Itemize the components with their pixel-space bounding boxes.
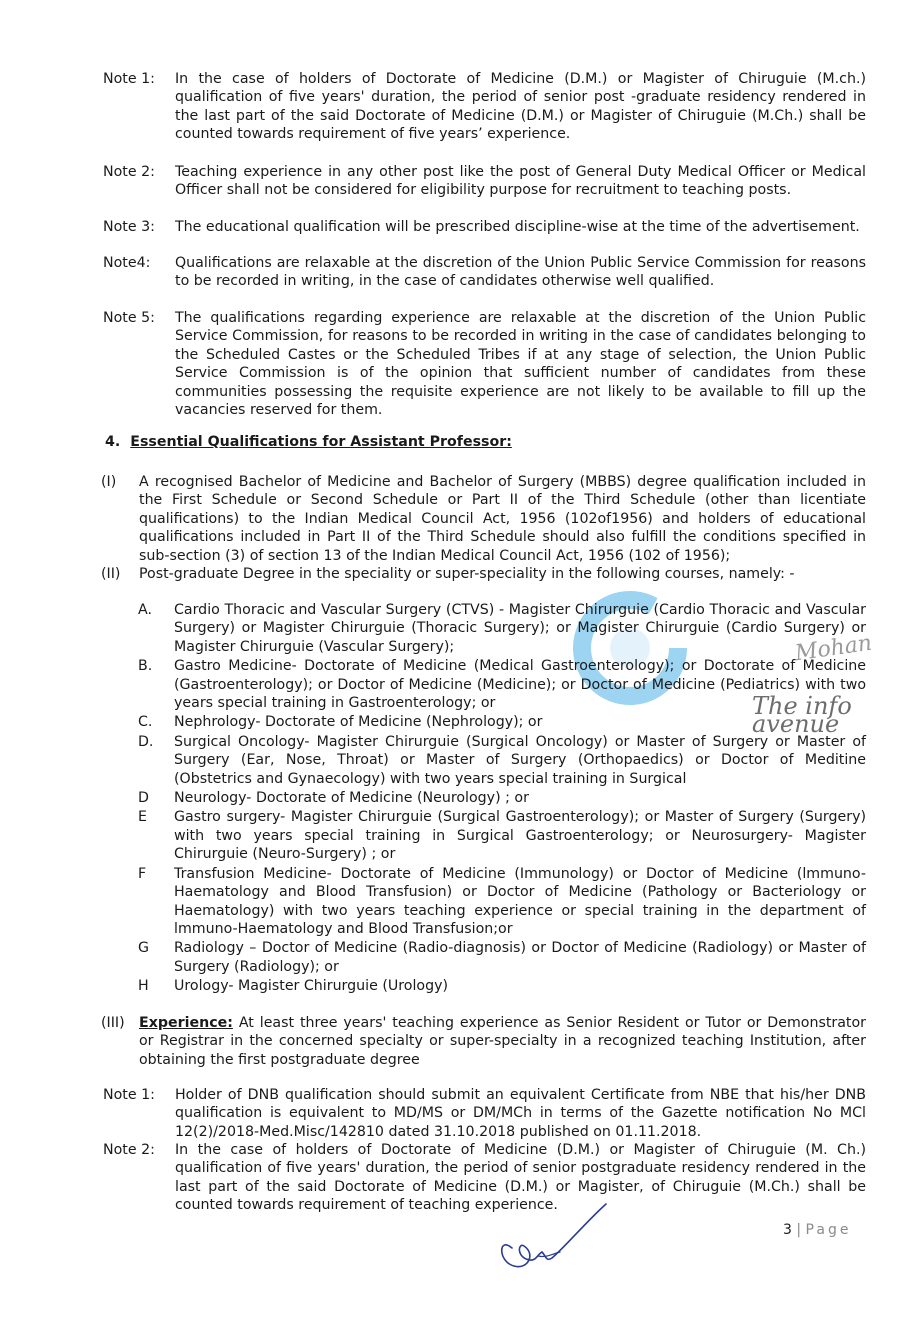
item-label: (II) <box>101 566 121 582</box>
list-item <box>136 939 866 976</box>
note-label: Note 1: <box>103 71 155 87</box>
course-text: Gastro surgery- Magister Chirurguie (Surgical Gastroenterology); or Master of Surgery (Surgery) with two years special training in Surgical Gastroenterology; or Neurosurgery- Magister Chirurguie (Neuro-Surgery) ; or <box>174 809 866 863</box>
course-label: F <box>138 865 147 882</box>
course-list <box>136 601 866 997</box>
note-top-4 <box>103 254 866 291</box>
list-item <box>136 977 866 995</box>
item-text <box>139 1014 866 1069</box>
note-bottom-1 <box>103 1086 866 1141</box>
note-top-1 <box>103 70 866 144</box>
course-text: Radiology – Doctor of Medicine (Radio-diagnosis) or Doctor of Medicine (Radiology) or Master of Surgery (Radiology); or <box>174 940 866 975</box>
course-text: Urology- Magister Chirurguie (Urology) <box>174 978 449 995</box>
page-number-separator: | <box>796 1222 802 1238</box>
list-item <box>136 808 866 863</box>
list-item <box>136 733 866 788</box>
experience-text: At least three years' teaching experience as Senior Resident or Tutor or Demonstrator or Registrar in the concerned specialty or super-specialty in a recognized teaching Institution, after obtaining the first postgraduate degree <box>139 1015 866 1068</box>
course-label: D <box>138 790 149 807</box>
experience-title: Experience: <box>139 1015 233 1031</box>
note-label: Note 5: <box>103 310 155 326</box>
watermark-name: Mohan <box>793 630 874 667</box>
list-item <box>136 789 866 807</box>
watermark-text: The info avenue <box>752 692 852 739</box>
course-label: A. <box>138 602 152 618</box>
note-text: In the case of holders of Doctorate of Medicine (D.M.) or Magister of Chiruguie (M. Ch.) qualification of five years' duration, the period of senior postgraduate residency rendered in the last part of the said Doctorate of Medicine (D.M.) or Magister, of Chiruguie (M.Ch.) shall be counted towards requirement of teaching experience. <box>175 1142 866 1214</box>
note-label: Note 2: <box>103 1142 155 1158</box>
item-label: (III) <box>101 1015 125 1031</box>
note-top-5 <box>103 309 866 419</box>
note-text: Holder of DNB qualification should submit an equivalent Certificate from NBE that his/her DNB qualification is equivalent to MD/MS or DM/MCh in terms of the Gazette notification No MCl 12(2)/2018-Med.Misc/142810 dated 31.10.2018 published on 01.11.2018. <box>175 1087 866 1140</box>
item-label: (I) <box>101 474 117 490</box>
signature-icon <box>490 1196 620 1286</box>
list-item <box>136 657 866 712</box>
item-text: Post-graduate Degree in the speciality or super-speciality in the following courses, namely: - <box>139 566 795 582</box>
page-number-word: Page <box>805 1222 852 1238</box>
section-number: 4. <box>105 434 121 450</box>
course-label: C. <box>138 714 153 731</box>
note-text: In the case of holders of Doctorate of Medicine (D.M.) or Magister of Chiruguie (M.ch.) qualification of five years' duration, the period of senior post -graduate residency rendered in the last part of the said Doctorate of Medicine (D.M.) or Magister of Chiruguie (M.Ch.) shall be counted towards requirement of five years’ experience. <box>175 71 866 143</box>
course-label: D. <box>138 733 154 750</box>
page-number <box>783 1221 851 1239</box>
item-ii <box>101 565 866 583</box>
note-label: Note 1: <box>103 1087 155 1103</box>
item-iii <box>101 1014 866 1069</box>
note-text: Qualifications are relaxable at the discretion of the Union Public Service Commission for reasons to be recorded in writing, in the case of candidates otherwise well qualified. <box>175 255 866 290</box>
note-top-3 <box>103 218 866 236</box>
item-text: A recognised Bachelor of Medicine and Bachelor of Surgery (MBBS) degree qualification included in the First Schedule or Second Schedule or Part II of the Third Schedule (other than licentiate qualifications) to the Indian Medical Council Act, 1956 (102of1956) and holders of educational qualifications included in Part II of the Third Schedule should also fulfill the conditions specified in sub-section (3) of section 13 of the Indian Medical Council Act, 1956 (102 of 1956); <box>139 474 866 564</box>
note-label: Note 2: <box>103 164 155 180</box>
course-text: Transfusion Medicine- Doctorate of Medicine (Immunology) or Doctor of Medicine (lmmuno-Haematology and Blood Transfusion) or Doctor of Medicine (Pathology or Bacteriology or Haematology) with two years teaching experience or special training in the department of lmmuno-Haematology and Blood Transfusion;or <box>174 865 866 937</box>
course-text: Surgical Oncology- Magister Chirurguie (Surgical Oncology) or Master of Surgery or Master of Surgery (Ear, Nose, Throat) or Master of Surgery (Orthopaedics) or Doctor of Meditine (Obstetrics and Gynaecology) with two years special training in Surgical <box>174 733 866 787</box>
course-label: B. <box>138 658 153 675</box>
course-text: Cardio Thoracic and Vascular Surgery (CTVS) - Magister Chirurguie (Cardio Thoracic and Vascular Surgery) or Magister Chirurguie (Thoracic Surgery); or Magister Chirurguie (Cardio Surgery) or Magister Chirurguie (Vascular Surgery); <box>174 602 866 655</box>
section-heading <box>105 433 512 451</box>
note-text: The educational qualification will be prescribed discipline-wise at the time of the advertisement. <box>175 219 860 235</box>
list-item <box>136 601 866 656</box>
note-text: Teaching experience in any other post like the post of General Duty Medical Officer or Medical Officer shall not be considered for eligibility purpose for recruitment to teaching posts. <box>175 164 866 199</box>
course-label: H <box>138 978 149 995</box>
page-number-value: 3 <box>783 1222 792 1238</box>
course-text: Gastro Medicine- Doctorate of Medicine (Medical Gastroenterology); or Doctorate of Medicine (Gastroenterology); or Doctor of Medicine (Medicine); or Doctor of Medicine (Pediatrics) with two years special training in Gastroenterology; or <box>174 658 866 712</box>
note-label: Note4: <box>103 255 151 271</box>
course-text: Neurology- Doctorate of Medicine (Neurology) ; or <box>174 790 529 807</box>
course-text: Nephrology- Doctorate of Medicine (Nephrology); or <box>174 714 543 731</box>
list-item <box>136 713 866 731</box>
note-text: The qualifications regarding experience are relaxable at the discretion of the Union Public Service Commission, for reasons to be recorded in writing in the case of candidates belonging to the Scheduled Castes or the Scheduled Tribes if at any stage of selection, the Union Public Service Commission is of the opinion that sufficient number of candidates from these communities possessing the requisite experience are not likely to be available to fill up the vacancies reserved for them. <box>175 310 866 419</box>
note-bottom-2 <box>103 1141 866 1215</box>
section-title: Essential Qualifications for Assistant Professor: <box>130 434 512 450</box>
list-item <box>136 865 866 939</box>
course-label: E <box>138 809 147 826</box>
note-top-2 <box>103 163 866 200</box>
note-label: Note 3: <box>103 219 155 235</box>
item-i <box>101 473 866 565</box>
course-label: G <box>138 940 149 957</box>
